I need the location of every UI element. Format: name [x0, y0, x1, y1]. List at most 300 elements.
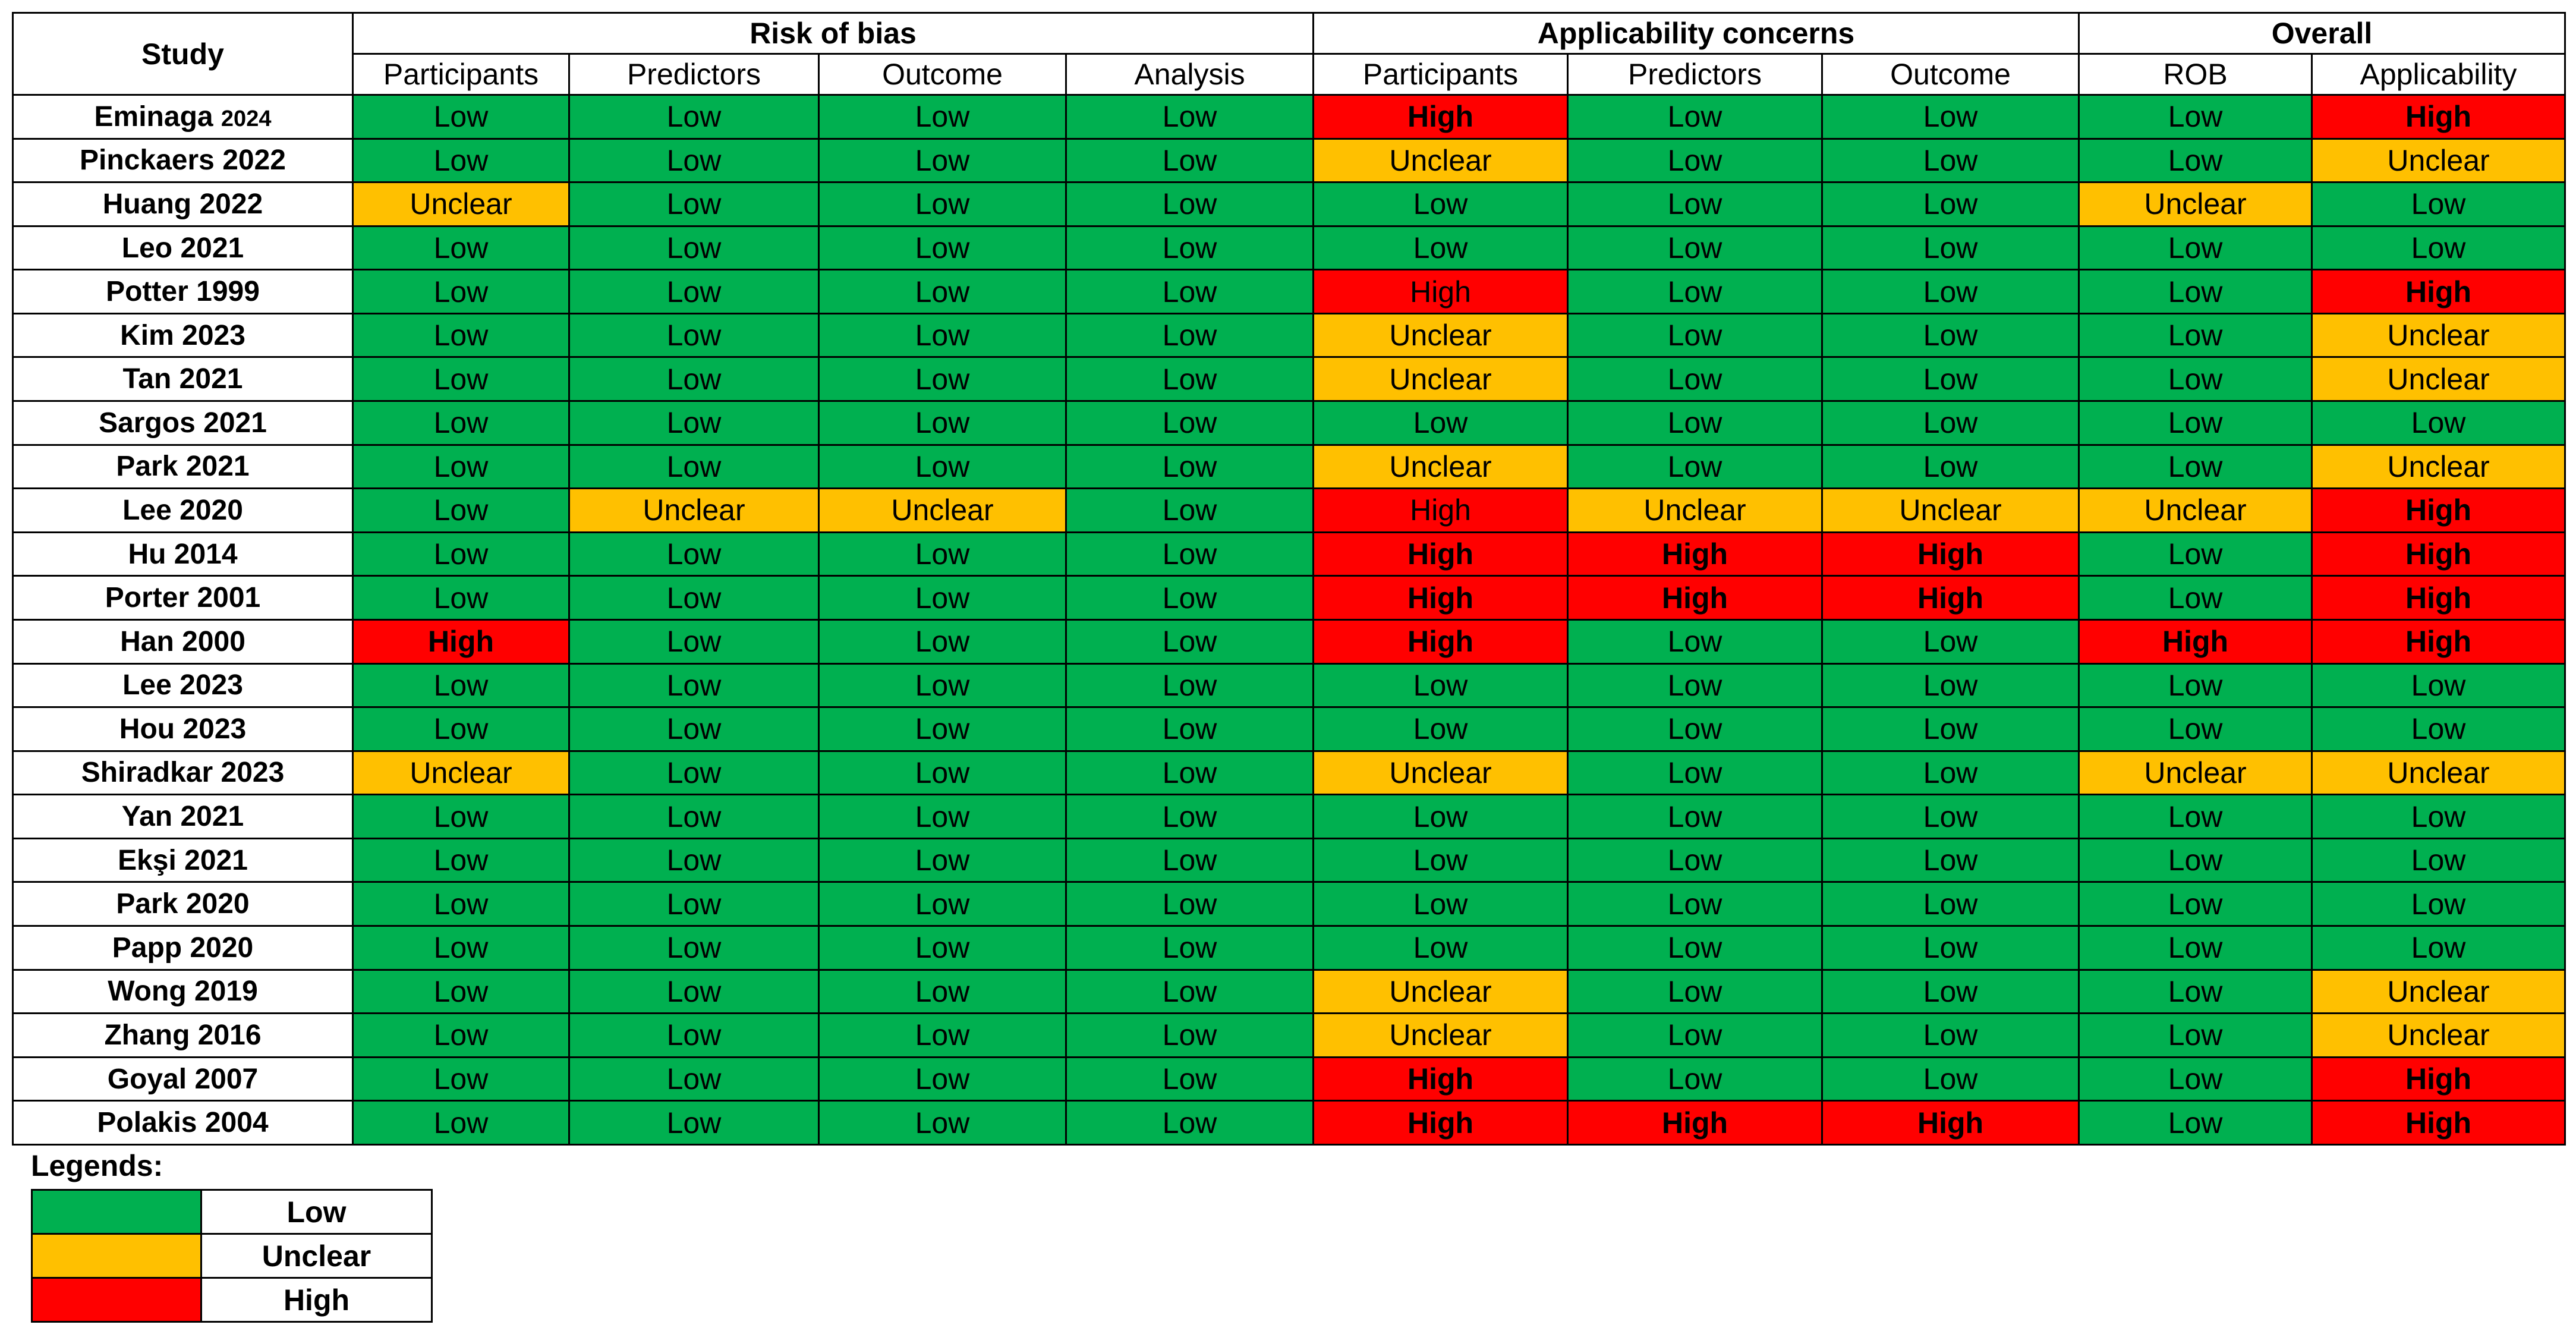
app-outcome-cell: Low — [1822, 226, 2079, 270]
study-author: Ekşi — [118, 844, 177, 876]
overall-applicability-cell: Low — [2312, 401, 2565, 445]
rob-outcome-cell: Low — [819, 95, 1066, 139]
app-predictors-cell: Low — [1568, 95, 1822, 139]
study-name — [13, 926, 353, 970]
app-outcome-cell: High — [1822, 532, 2079, 576]
study-author: Shiradkar — [81, 757, 213, 789]
legend — [31, 1189, 433, 1323]
overall-applicability-cell: Low — [2312, 882, 2565, 926]
rob-predictors-cell: Low — [569, 1014, 819, 1058]
rob-outcome-cell: Low — [819, 182, 1066, 226]
study-name — [13, 1057, 353, 1101]
app-participants-cell: Low — [1314, 401, 1568, 445]
rob-participants-cell: Low — [353, 445, 569, 489]
study-author: Goyal — [107, 1063, 187, 1095]
app-outcome-cell: Unclear — [1822, 489, 2079, 533]
table-row — [13, 445, 2565, 489]
overall-applicability-cell: Unclear — [2312, 357, 2565, 401]
rob-participants-cell: Unclear — [353, 182, 569, 226]
app-predictors-cell: Low — [1568, 313, 1822, 357]
app-outcome-cell: Low — [1822, 838, 2079, 882]
app-outcome-cell: Low — [1822, 270, 2079, 314]
app-predictors-cell: Low — [1568, 357, 1822, 401]
app-participants-cell: High — [1314, 95, 1568, 139]
rob-predictors-cell: Low — [569, 795, 819, 839]
app-participants-cell: Unclear — [1314, 139, 1568, 182]
study-author: Han — [120, 625, 174, 657]
table-row — [13, 95, 2565, 139]
rob-predictors-cell: Low — [569, 751, 819, 795]
rob-participants-cell: Low — [353, 139, 569, 182]
app-outcome-cell: Low — [1822, 1057, 2079, 1101]
rob-analysis-cell: Low — [1066, 1101, 1314, 1145]
overall-applicability-cell: Low — [2312, 926, 2565, 970]
app-predictors-cell: Low — [1568, 882, 1822, 926]
overall-applicability-cell: Low — [2312, 795, 2565, 839]
overall-applicability-cell: High — [2312, 270, 2565, 314]
legend-label-high: High — [201, 1278, 432, 1322]
study-author: Park — [116, 451, 178, 483]
study-author: Porter — [105, 582, 190, 614]
table-row — [13, 182, 2565, 226]
rob-participants-cell: Unclear — [353, 751, 569, 795]
overall-applicability-header: Applicability — [2312, 54, 2565, 95]
study-author: Papp — [112, 932, 182, 964]
study-author: Zhang — [104, 1019, 190, 1051]
rob-outcome-cell: Low — [819, 139, 1066, 182]
rob-participants-cell: High — [353, 619, 569, 663]
app-participants-cell: High — [1314, 576, 1568, 620]
rob-predictors-cell: Low — [569, 970, 819, 1014]
rob-outcome-cell: Low — [819, 1101, 1066, 1145]
rob-participants-cell: Low — [353, 95, 569, 139]
rob-predictors-cell: Low — [569, 401, 819, 445]
study-year: 1999 — [196, 276, 260, 308]
app-participants-cell: Unclear — [1314, 313, 1568, 357]
table-row — [13, 707, 2565, 751]
rob-outcome-cell: Low — [819, 882, 1066, 926]
app-outcome-cell: Low — [1822, 95, 2079, 139]
table-row — [13, 226, 2565, 270]
rob-analysis-cell: Low — [1066, 226, 1314, 270]
overall-applicability-cell: Unclear — [2312, 1014, 2565, 1058]
applicability-concerns-header: Applicability concerns — [1314, 13, 2079, 54]
table-row — [13, 139, 2565, 182]
table-row — [13, 926, 2565, 970]
app-outcome-cell: Low — [1822, 619, 2079, 663]
app-predictors-cell: Low — [1568, 1057, 1822, 1101]
rob-participants-cell: Low — [353, 576, 569, 620]
rob-predictors-header: Predictors — [569, 54, 819, 95]
app-predictors-cell: Low — [1568, 795, 1822, 839]
app-participants-cell: Low — [1314, 838, 1568, 882]
table-row — [13, 795, 2565, 839]
overall-rob-header: ROB — [2079, 54, 2312, 95]
rob-analysis-cell: Low — [1066, 576, 1314, 620]
rob-outcome-cell: Low — [819, 313, 1066, 357]
rob-analysis-cell: Low — [1066, 926, 1314, 970]
app-outcome-cell: Low — [1822, 401, 2079, 445]
app-outcome-cell: Low — [1822, 970, 2079, 1014]
overall-applicability-cell: High — [2312, 95, 2565, 139]
rob-predictors-cell: Low — [569, 882, 819, 926]
app-predictors-cell: High — [1568, 1101, 1822, 1145]
overall-rob-cell: Low — [2079, 445, 2312, 489]
overall-applicability-cell: High — [2312, 532, 2565, 576]
rob-analysis-cell: Low — [1066, 313, 1314, 357]
study-name — [13, 182, 353, 226]
rob-outcome-cell: Low — [819, 576, 1066, 620]
table-row — [13, 270, 2565, 314]
rob-predictors-cell: Low — [569, 926, 819, 970]
rob-analysis-cell: Low — [1066, 357, 1314, 401]
rob-participants-cell: Low — [353, 401, 569, 445]
study-author: Polakis — [97, 1107, 197, 1139]
rob-outcome-cell: Low — [819, 970, 1066, 1014]
overall-applicability-cell: Unclear — [2312, 445, 2565, 489]
legend-item-unclear — [32, 1234, 432, 1278]
table-row — [13, 838, 2565, 882]
overall-rob-cell: Low — [2079, 663, 2312, 707]
app-participants-cell: High — [1314, 619, 1568, 663]
overall-rob-cell: Low — [2079, 401, 2312, 445]
study-year: 2004 — [204, 1107, 269, 1139]
overall-rob-cell: Low — [2079, 1101, 2312, 1145]
table-body — [13, 95, 2565, 1145]
study-year: 2016 — [197, 1019, 262, 1051]
app-outcome-cell: Low — [1822, 751, 2079, 795]
overall-rob-cell: Low — [2079, 970, 2312, 1014]
app-participants-cell: High — [1314, 489, 1568, 533]
rob-predictors-cell: Low — [569, 226, 819, 270]
app-participants-cell: Low — [1314, 882, 1568, 926]
rob-outcome-cell: Low — [819, 226, 1066, 270]
rob-participants-cell: Low — [353, 707, 569, 751]
study-author: Hou — [119, 713, 175, 745]
app-outcome-cell: Low — [1822, 663, 2079, 707]
rob-analysis-cell: Low — [1066, 270, 1314, 314]
overall-applicability-cell: Unclear — [2312, 139, 2565, 182]
study-year: 2021 — [180, 232, 244, 264]
app-outcome-cell: Low — [1822, 795, 2079, 839]
overall-rob-cell: Low — [2079, 270, 2312, 314]
table-row — [13, 313, 2565, 357]
app-predictors-cell: Low — [1568, 838, 1822, 882]
overall-applicability-cell: Low — [2312, 707, 2565, 751]
overall-rob-cell: Low — [2079, 226, 2312, 270]
app-predictors-cell: Low — [1568, 270, 1822, 314]
app-outcome-cell: High — [1822, 576, 2079, 620]
study-year: 2023 — [221, 757, 285, 789]
rob-participants-cell: Low — [353, 313, 569, 357]
rob-analysis-cell: Low — [1066, 663, 1314, 707]
study-name — [13, 489, 353, 533]
rob-predictors-cell: Low — [569, 838, 819, 882]
rob-predictors-cell: Low — [569, 619, 819, 663]
overall-rob-cell: Unclear — [2079, 751, 2312, 795]
rob-analysis-header: Analysis — [1066, 54, 1314, 95]
overall-applicability-cell: Low — [2312, 838, 2565, 882]
app-outcome-cell: Low — [1822, 182, 2079, 226]
rob-predictors-cell: Low — [569, 576, 819, 620]
rob-outcome-cell: Low — [819, 751, 1066, 795]
app-predictors-cell: High — [1568, 576, 1822, 620]
overall-applicability-cell: High — [2312, 489, 2565, 533]
rob-analysis-cell: Low — [1066, 970, 1314, 1014]
overall-applicability-cell: Low — [2312, 663, 2565, 707]
rob-analysis-cell: Low — [1066, 532, 1314, 576]
study-name — [13, 838, 353, 882]
rob-outcome-cell: Low — [819, 357, 1066, 401]
app-outcome-cell: Low — [1822, 357, 2079, 401]
rob-outcome-cell: Unclear — [819, 489, 1066, 533]
rob-predictors-cell: Low — [569, 707, 819, 751]
study-name — [13, 357, 353, 401]
app-outcome-cell: Low — [1822, 445, 2079, 489]
study-author: Huang — [102, 188, 192, 220]
app-participants-cell: Unclear — [1314, 357, 1568, 401]
rob-participants-cell: Low — [353, 1057, 569, 1101]
rob-analysis-cell: Low — [1066, 751, 1314, 795]
study-name — [13, 532, 353, 576]
study-name — [13, 139, 353, 182]
rob-analysis-cell: Low — [1066, 619, 1314, 663]
rob-participants-cell: Low — [353, 532, 569, 576]
rob-predictors-cell: Low — [569, 357, 819, 401]
rob-analysis-cell: Low — [1066, 795, 1314, 839]
overall-rob-cell: Low — [2079, 576, 2312, 620]
rob-outcome-cell: Low — [819, 707, 1066, 751]
study-author: Eminaga — [94, 100, 213, 133]
app-predictors-cell: Low — [1568, 182, 1822, 226]
rob-predictors-cell: Low — [569, 445, 819, 489]
study-column-header: Study — [13, 13, 353, 95]
rob-outcome-cell: Low — [819, 270, 1066, 314]
study-name — [13, 226, 353, 270]
legend-title: Legends: — [31, 1149, 163, 1182]
legend-label-low: Low — [201, 1190, 432, 1234]
study-year: 2021 — [185, 451, 250, 483]
overall-rob-cell: Low — [2079, 795, 2312, 839]
table-row — [13, 532, 2565, 576]
overall-applicability-cell: High — [2312, 576, 2565, 620]
table-row — [13, 576, 2565, 620]
study-year: 2001 — [197, 582, 261, 614]
app-predictors-cell: Low — [1568, 926, 1822, 970]
rob-outcome-cell: Low — [819, 1014, 1066, 1058]
rob-participants-cell: Low — [353, 1014, 569, 1058]
table-row — [13, 1014, 2565, 1058]
overall-rob-cell: Unclear — [2079, 489, 2312, 533]
risk-of-bias-table — [12, 12, 2566, 1146]
rob-outcome-cell: Low — [819, 445, 1066, 489]
study-author: Lee — [122, 669, 172, 701]
rob-outcome-header: Outcome — [819, 54, 1066, 95]
rob-predictors-cell: Low — [569, 139, 819, 182]
rob-analysis-cell: Low — [1066, 1014, 1314, 1058]
rob-predictors-cell: Unclear — [569, 489, 819, 533]
rob-participants-cell: Low — [353, 970, 569, 1014]
app-participants-cell: High — [1314, 532, 1568, 576]
rob-predictors-cell: Low — [569, 313, 819, 357]
rob-participants-cell: Low — [353, 926, 569, 970]
app-predictors-header: Predictors — [1568, 54, 1822, 95]
app-outcome-cell: Low — [1822, 926, 2079, 970]
study-year: 2021 — [180, 801, 244, 833]
study-author: Sargos — [99, 407, 196, 439]
rob-analysis-cell: Low — [1066, 95, 1314, 139]
overall-rob-cell: Low — [2079, 532, 2312, 576]
study-name — [13, 576, 353, 620]
app-outcome-cell: Low — [1822, 313, 2079, 357]
overall-rob-cell: Low — [2079, 139, 2312, 182]
app-participants-cell: Low — [1314, 226, 1568, 270]
study-author: Kim — [120, 319, 174, 351]
rob-outcome-cell: Low — [819, 532, 1066, 576]
study-name — [13, 313, 353, 357]
study-year: 2000 — [182, 625, 245, 657]
rob-analysis-cell: Low — [1066, 707, 1314, 751]
overall-rob-cell: Low — [2079, 357, 2312, 401]
app-predictors-cell: Low — [1568, 401, 1822, 445]
study-name — [13, 663, 353, 707]
overall-applicability-cell: High — [2312, 619, 2565, 663]
overall-applicability-cell: High — [2312, 1057, 2565, 1101]
app-predictors-cell: Low — [1568, 226, 1822, 270]
legend-item-low — [32, 1190, 432, 1234]
app-predictors-cell: Low — [1568, 707, 1822, 751]
overall-header: Overall — [2079, 13, 2565, 54]
table-row — [13, 357, 2565, 401]
table-row — [13, 970, 2565, 1014]
overall-rob-cell: High — [2079, 619, 2312, 663]
study-author: Lee — [122, 494, 172, 526]
rob-analysis-cell: Low — [1066, 838, 1314, 882]
study-year: 2019 — [194, 976, 258, 1008]
rob-predictors-cell: Low — [569, 663, 819, 707]
study-author: Tan — [122, 363, 172, 395]
overall-rob-cell: Low — [2079, 838, 2312, 882]
study-author: Hu — [128, 538, 166, 570]
overall-rob-cell: Low — [2079, 1057, 2312, 1101]
study-name — [13, 270, 353, 314]
study-name — [13, 795, 353, 839]
legend-swatch-unclear — [32, 1234, 201, 1278]
table-row — [13, 619, 2565, 663]
study-author: Wong — [108, 976, 187, 1008]
app-predictors-cell: Low — [1568, 1014, 1822, 1058]
study-name — [13, 1014, 353, 1058]
study-name — [13, 882, 353, 926]
legend-item-high — [32, 1278, 432, 1322]
rob-predictors-cell: Low — [569, 1057, 819, 1101]
overall-rob-cell: Low — [2079, 707, 2312, 751]
rob-participants-cell: Low — [353, 663, 569, 707]
rob-participants-cell: Low — [353, 226, 569, 270]
app-participants-cell: Low — [1314, 182, 1568, 226]
app-predictors-cell: Low — [1568, 663, 1822, 707]
table-row — [13, 489, 2565, 533]
app-participants-cell: High — [1314, 1101, 1568, 1145]
study-name — [13, 619, 353, 663]
app-participants-cell: Low — [1314, 663, 1568, 707]
overall-applicability-cell: Unclear — [2312, 970, 2565, 1014]
overall-rob-cell: Low — [2079, 313, 2312, 357]
overall-applicability-cell: Low — [2312, 182, 2565, 226]
rob-participants-cell: Low — [353, 270, 569, 314]
app-predictors-cell: Low — [1568, 445, 1822, 489]
app-outcome-cell: Low — [1822, 1014, 2079, 1058]
rob-analysis-cell: Low — [1066, 182, 1314, 226]
rob-predictors-cell: Low — [569, 532, 819, 576]
app-participants-cell: Low — [1314, 926, 1568, 970]
app-participants-cell: Unclear — [1314, 970, 1568, 1014]
rob-predictors-cell: Low — [569, 182, 819, 226]
table-row — [13, 751, 2565, 795]
overall-applicability-cell: High — [2312, 1101, 2565, 1145]
rob-outcome-cell: Low — [819, 795, 1066, 839]
app-outcome-cell: Low — [1822, 882, 2079, 926]
rob-outcome-cell: Low — [819, 663, 1066, 707]
rob-outcome-cell: Low — [819, 926, 1066, 970]
study-author: Park — [116, 888, 178, 920]
rob-outcome-cell: Low — [819, 619, 1066, 663]
study-year: 2024 — [221, 106, 272, 131]
study-name — [13, 970, 353, 1014]
rob-outcome-cell: Low — [819, 401, 1066, 445]
app-participants-header: Participants — [1314, 54, 1568, 95]
app-outcome-cell: High — [1822, 1101, 2079, 1145]
group-header-row — [13, 13, 2565, 54]
overall-rob-cell: Unclear — [2079, 182, 2312, 226]
study-year: 2023 — [179, 669, 243, 701]
app-predictors-cell: Low — [1568, 139, 1822, 182]
legend-swatch-low — [32, 1190, 201, 1234]
study-author: Pinckaers — [80, 144, 215, 177]
study-author: Potter — [106, 276, 188, 308]
app-outcome-cell: Low — [1822, 707, 2079, 751]
rob-analysis-cell: Low — [1066, 139, 1314, 182]
rob-analysis-cell: Low — [1066, 882, 1314, 926]
app-participants-cell: High — [1314, 1057, 1568, 1101]
app-outcome-cell: Low — [1822, 139, 2079, 182]
table-row — [13, 401, 2565, 445]
study-year: 2021 — [203, 407, 267, 439]
study-year: 2022 — [199, 188, 263, 220]
rob-participants-cell: Low — [353, 489, 569, 533]
overall-applicability-cell: Unclear — [2312, 751, 2565, 795]
rob-outcome-cell: Low — [819, 838, 1066, 882]
rob-analysis-cell: Low — [1066, 401, 1314, 445]
app-participants-cell: Unclear — [1314, 1014, 1568, 1058]
rob-predictors-cell: Low — [569, 95, 819, 139]
overall-applicability-cell: Low — [2312, 226, 2565, 270]
rob-participants-cell: Low — [353, 1101, 569, 1145]
app-predictors-cell: Low — [1568, 751, 1822, 795]
rob-participants-header: Participants — [353, 54, 569, 95]
study-name — [13, 751, 353, 795]
risk-of-bias-header: Risk of bias — [353, 13, 1314, 54]
rob-analysis-cell: Low — [1066, 1057, 1314, 1101]
app-participants-cell: Unclear — [1314, 751, 1568, 795]
app-predictors-cell: Unclear — [1568, 489, 1822, 533]
table-row — [13, 1057, 2565, 1101]
study-author: Leo — [121, 232, 173, 264]
app-outcome-header: Outcome — [1822, 54, 2079, 95]
study-year: 2023 — [182, 319, 245, 351]
overall-rob-cell: Low — [2079, 882, 2312, 926]
study-author: Yan — [121, 801, 173, 833]
